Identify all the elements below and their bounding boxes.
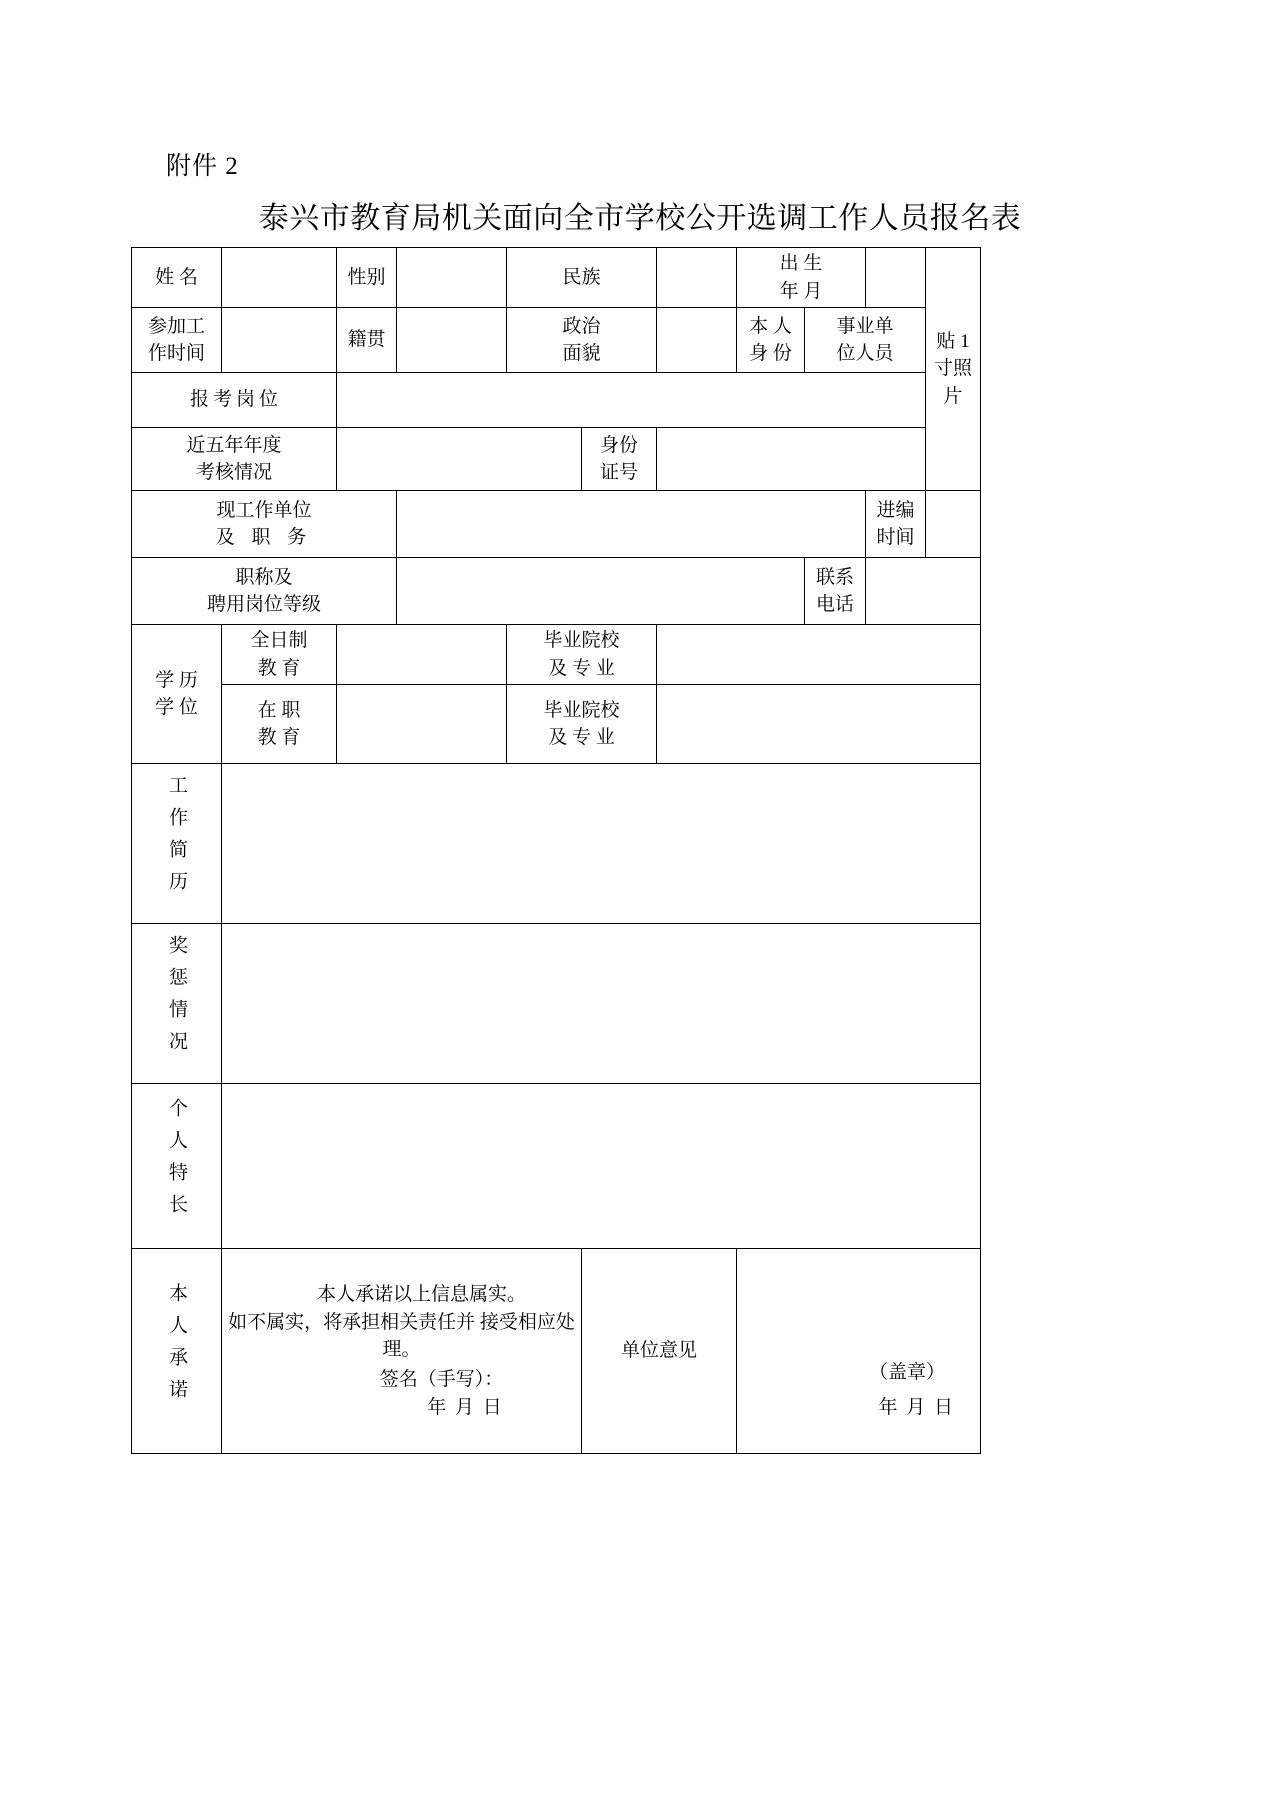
fulltime-education-label: [222, 625, 337, 685]
work-start-value[interactable]: [222, 308, 337, 373]
commitment-label-text: 本人承诺: [166, 1282, 187, 1411]
birth-date-label: [737, 248, 866, 308]
annual-appraisal-label-line2: 考核情况: [195, 462, 272, 484]
commitment-label: [132, 1249, 222, 1454]
education-degree-label: [132, 625, 222, 764]
fulltime-school-major-label-line2: 及 专 业: [548, 657, 615, 679]
title-rank-label-line2: 聘用岗位等级: [206, 594, 321, 616]
inservice-education-value[interactable]: [337, 685, 507, 764]
education-degree-label-line1: 学 历: [155, 669, 198, 691]
commitment-text-block: [222, 1249, 582, 1454]
rewards-punishment-label: [132, 924, 222, 1084]
inservice-school-major-label-line1: 毕业院校: [543, 699, 620, 721]
inservice-school-major-value[interactable]: [657, 685, 981, 764]
rewards-punishment-label-text: 奖惩情况: [166, 935, 187, 1064]
work-start-label: [132, 308, 222, 373]
native-place-value[interactable]: [397, 308, 507, 373]
commitment-text-line2: 如不属实，将承担相关责任并: [228, 1311, 476, 1333]
political-status-value[interactable]: [657, 308, 737, 373]
work-start-label-line1: 参加工: [147, 315, 205, 337]
current-unit-label: [132, 491, 397, 558]
registration-form-table: [131, 247, 981, 1454]
commitment-text-line1: 本人承诺以上信息属实。: [316, 1284, 526, 1306]
table-row: [132, 685, 981, 764]
unit-opinion-label: 单位意见: [582, 1249, 737, 1454]
inservice-education-label-line2: 教 育: [257, 727, 301, 749]
photo-placeholder[interactable]: 贴 1 寸照片: [926, 248, 981, 491]
table-row: [132, 428, 981, 491]
fulltime-education-label-line2: 教 育: [257, 657, 301, 679]
contact-phone-label-line2: 电话: [816, 594, 855, 616]
personal-identity-value-line1: 事业单: [836, 315, 894, 337]
personal-identity-value[interactable]: [805, 308, 926, 373]
fulltime-education-value[interactable]: [337, 625, 507, 685]
annual-appraisal-label-line1: 近五年年度: [186, 434, 282, 456]
title-rank-label-line1: 职称及: [235, 566, 293, 588]
table-row: [132, 764, 981, 924]
birth-date-label-line1: 出 生: [779, 253, 823, 274]
native-place-label: 籍贯: [337, 308, 397, 373]
stamp-box: [740, 1359, 977, 1428]
fulltime-education-label-line1: 全日制: [250, 630, 308, 652]
name-value[interactable]: [222, 248, 337, 308]
stamp-label: （盖章）: [869, 1361, 946, 1383]
signature-label[interactable]: 签名（手写）：: [379, 1368, 504, 1390]
page-title: 泰兴市教育局机关面向全市学校公开选调工作人员报名表: [258, 202, 1022, 235]
political-status-label: [507, 308, 657, 373]
title-rank-value[interactable]: [397, 558, 805, 625]
work-history-value[interactable]: [222, 764, 981, 924]
table-row: [132, 625, 981, 685]
political-status-label-line2: 面貌: [562, 343, 601, 365]
establishment-time-label-line2: 时间: [876, 527, 915, 549]
id-number-label-line1: 身份: [600, 434, 639, 456]
table-row: [132, 558, 981, 625]
title-rank-label: [132, 558, 397, 625]
work-history-label-text: 工作简历: [166, 775, 187, 904]
gender-label: 性别: [337, 248, 397, 308]
inservice-school-major-label-line2: 及 专 业: [548, 727, 615, 749]
current-unit-label-line1: 现工作单位: [216, 499, 312, 521]
id-number-value[interactable]: [657, 428, 926, 491]
inservice-school-major-label: [507, 685, 657, 764]
rewards-punishment-value[interactable]: [222, 924, 981, 1084]
political-status-label-line1: 政治: [562, 315, 601, 337]
establishment-time-value[interactable]: [926, 491, 981, 558]
commitment-text-line3: 接受相应处理。: [382, 1311, 575, 1361]
unit-opinion-stamp-area[interactable]: [737, 1249, 981, 1454]
personal-identity-value-line2: 位人员: [836, 343, 894, 365]
table-row: [132, 924, 981, 1084]
work-history-label: [132, 764, 222, 924]
applied-post-value[interactable]: [337, 373, 926, 428]
id-number-label-line2: 证号: [600, 462, 639, 484]
personal-specialty-label-text: 个人特长: [166, 1097, 187, 1226]
personal-identity-label-line2: 身 份: [749, 343, 792, 365]
signature-date-label[interactable]: 年 月 日: [427, 1396, 504, 1418]
table-row: [132, 248, 981, 308]
inservice-education-label: [222, 685, 337, 764]
contact-phone-label: [805, 558, 866, 625]
applied-post-label: 报考岗位: [132, 373, 337, 428]
stamp-date-label[interactable]: 年 月 日: [878, 1397, 956, 1419]
personal-identity-label: [737, 308, 805, 373]
current-unit-label-line2: 及 职 务: [215, 527, 313, 549]
current-unit-value[interactable]: [397, 491, 866, 558]
id-number-label: [582, 428, 657, 491]
table-row: [132, 1084, 981, 1249]
table-row: [132, 1249, 981, 1454]
table-row: [132, 308, 981, 373]
contact-phone-label-line1: 联系: [816, 566, 855, 588]
birth-date-value[interactable]: [866, 248, 926, 308]
inservice-education-label-line1: 在 职: [257, 699, 301, 721]
gender-value[interactable]: [397, 248, 507, 308]
education-degree-label-line2: 学 位: [155, 697, 198, 719]
annual-appraisal-label: [132, 428, 337, 491]
fulltime-school-major-label-line1: 毕业院校: [543, 630, 620, 652]
attachment-label: 附件 2: [166, 153, 239, 180]
contact-phone-value[interactable]: [866, 558, 981, 625]
ethnicity-label: 民族: [507, 248, 657, 308]
fulltime-school-major-label: [507, 625, 657, 685]
work-start-label-line2: 作时间: [147, 343, 205, 365]
birth-date-label-line2: 年 月: [779, 280, 823, 302]
table-row: [132, 373, 981, 428]
table-row: [132, 491, 981, 558]
personal-specialty-label: [132, 1084, 222, 1249]
establishment-time-label: [866, 491, 926, 558]
name-label: 姓 名: [132, 248, 222, 308]
establishment-time-label-line1: 进编: [876, 499, 915, 521]
fulltime-school-major-value[interactable]: [657, 625, 981, 685]
ethnicity-value[interactable]: [657, 248, 737, 308]
personal-specialty-value[interactable]: [222, 1084, 981, 1249]
annual-appraisal-value[interactable]: [337, 428, 582, 491]
personal-identity-label-line1: 本 人: [749, 315, 792, 337]
